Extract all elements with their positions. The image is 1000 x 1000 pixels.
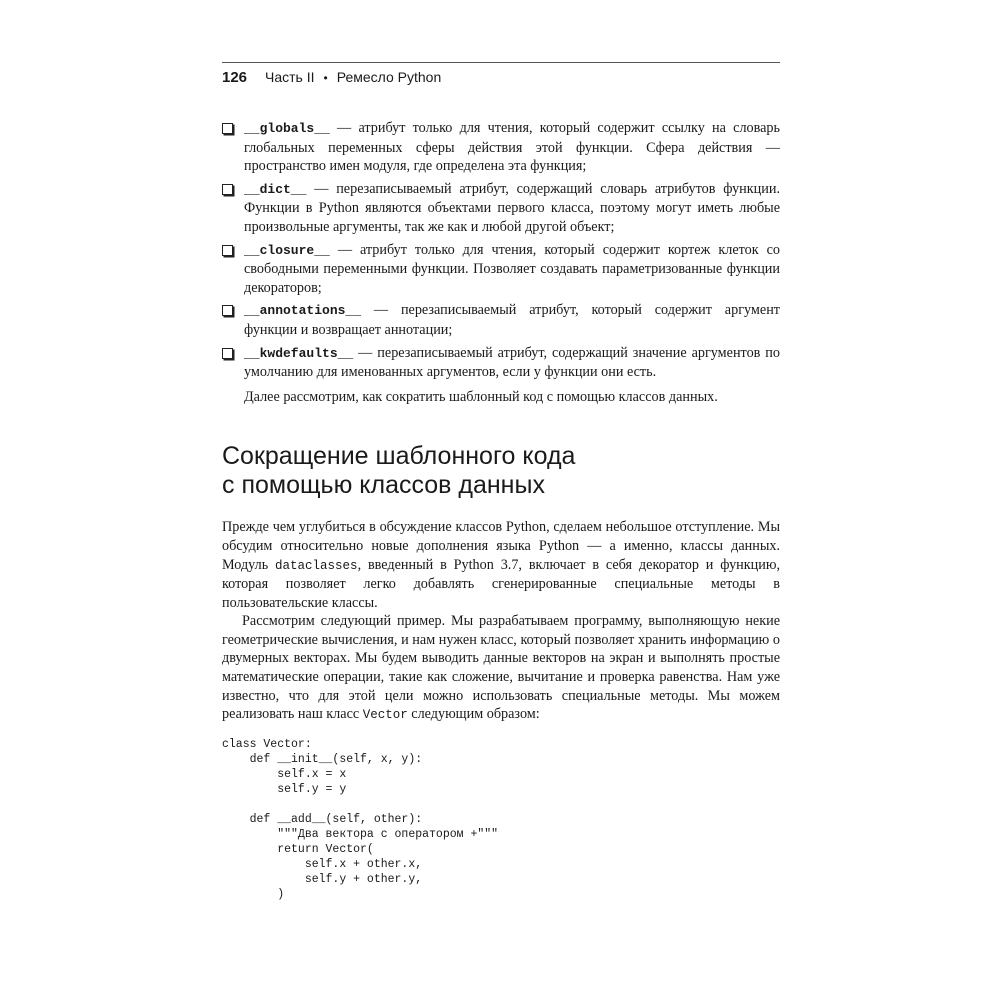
paragraph-text: следующим образом: bbox=[407, 706, 540, 723]
attribute-description: — перезаписываемый атрибут, содержащий значение аргументов по умолчанию для именованных аргументов, если у функции они есть. bbox=[244, 344, 780, 381]
attribute-description: — атрибут только для чтения, который содержит ссылку на словарь глобальных переменных сферы действия этой функции. Сфера действия — пространство имен модуля, где определена эта функция; bbox=[244, 120, 780, 175]
running-header bbox=[222, 62, 780, 91]
page-number: 126 bbox=[222, 69, 248, 86]
section-label: Ремесло Python bbox=[336, 69, 442, 85]
section-heading-line-2: с помощью классов данных bbox=[222, 471, 545, 500]
attribute-description: — атрибут только для чтения, который содержит кортеж клеток со свободными переменными функции. Позволяет создавать параметризованные функции декораторов; bbox=[244, 241, 780, 296]
checkbox-bullet-icon bbox=[222, 348, 233, 359]
attribute-description: — перезаписываемый атрибут, содержащий словарь атрибутов функции. Функции в Python являются объектами первого класса, поэтому могут иметь любые произвольные аргументы, так же как и любой другой объект; bbox=[244, 180, 780, 235]
list-item bbox=[222, 119, 780, 176]
attribute-name: __kwdefaults__ bbox=[244, 345, 354, 361]
attribute-name: __dict__ bbox=[244, 181, 307, 197]
list-item bbox=[222, 180, 780, 237]
checkbox-bullet-icon bbox=[222, 123, 233, 134]
code-listing: class Vector: def __init__(self, x, y): self.x = x self.y = y def __add__(self, other): """Два вектора с оператором +""" return Vector( self.x + other.x, self.y + other.y, ) bbox=[222, 737, 499, 901]
attribute-name: __annotations__ bbox=[244, 303, 362, 319]
checkbox-bullet-icon bbox=[222, 305, 233, 316]
attribute-name: __globals__ bbox=[244, 121, 330, 136]
body-paragraph-1 bbox=[222, 518, 780, 612]
attribute-name: __closure__ bbox=[244, 242, 330, 258]
body-paragraph-2 bbox=[222, 612, 780, 725]
paragraph-text: Прежде чем углубиться в обсуждение классов Python, сделаем небольшое отступление. Мы обсудим относительно новые дополнения языка Python — а именно, классы данных. Модуль bbox=[222, 519, 780, 573]
list-item bbox=[222, 241, 780, 298]
header-separator: • bbox=[323, 71, 328, 85]
list-item bbox=[222, 344, 780, 382]
section-heading-line-1: Сокращение шаблонного кода bbox=[222, 442, 576, 471]
checkbox-bullet-icon bbox=[222, 184, 233, 195]
list-item bbox=[222, 301, 780, 339]
attribute-list bbox=[222, 119, 780, 382]
part-label: Часть II bbox=[265, 69, 315, 85]
inline-code: dataclasses bbox=[275, 558, 358, 573]
paragraph-text: Рассмотрим следующий пример. Мы разрабатываем программу, выполняющую некие геометрические вычисления, и нам нужен класс, который позволяет хранить информацию о двумерных векторах. Мы будем выводить данные векторов на экран и выполнять простые математические операции, такие как сложение, вычитание и проверка равенства. Нам уже известно, что для этой цели можно использовать специальные методы. Мы можем реализовать наш класс bbox=[222, 613, 780, 723]
book-page bbox=[222, 62, 780, 902]
transition-paragraph: Далее рассмотрим, как сократить шаблонный код с помощью классов данных. bbox=[244, 388, 718, 405]
inline-code: Vector bbox=[362, 708, 408, 723]
paragraph-text: , введенный в Python 3.7, включает в себя декоратор и функцию, которая позволяет легко добавлять сгенерированные специальные методы в пользовательские классы. bbox=[222, 556, 780, 611]
section-heading bbox=[222, 442, 780, 500]
checkbox-bullet-icon bbox=[222, 245, 233, 256]
attribute-description: — перезаписываемый атрибут, который содержит аргумент функции и возвращает аннотации; bbox=[244, 302, 780, 338]
